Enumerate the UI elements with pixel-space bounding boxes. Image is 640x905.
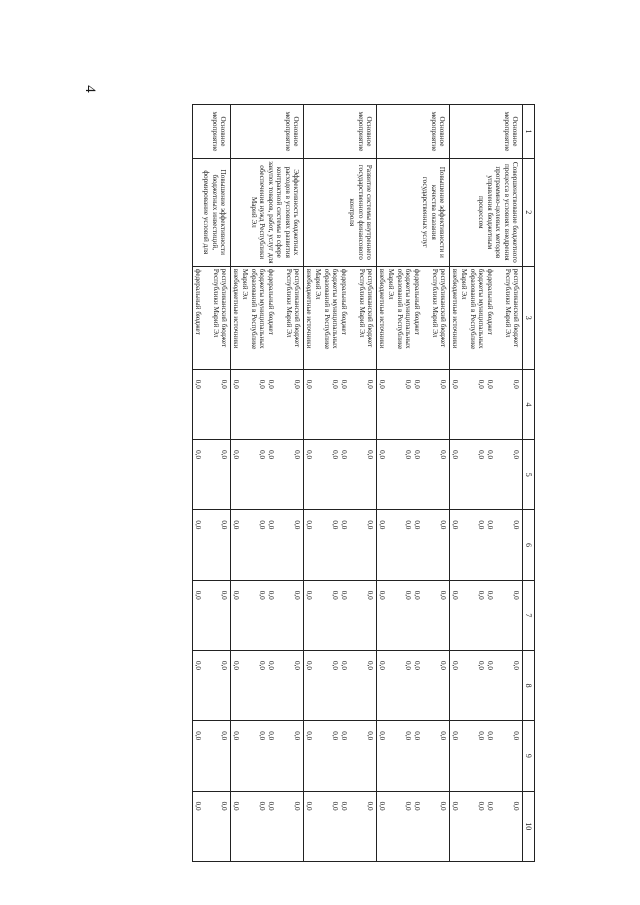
value-cell: 0,0 bbox=[366, 520, 374, 530]
value-cell: 0,0 bbox=[439, 520, 447, 530]
value-cell: 0,0 bbox=[378, 450, 386, 460]
value-cell: 0,0 bbox=[404, 379, 412, 389]
value-cell: 0,0 bbox=[220, 520, 228, 530]
funding-table bbox=[192, 104, 535, 862]
value-cell: 0,0 bbox=[267, 520, 275, 530]
funding-source-label: республиканский бюджет Республики Марий Эл bbox=[284, 268, 301, 348]
value-cell: 0,0 bbox=[194, 590, 202, 600]
value-cell: 0,0 bbox=[258, 731, 266, 741]
header-cell: 5 bbox=[523, 440, 535, 510]
value-cell: 0,0 bbox=[512, 801, 520, 811]
value-cell: 0,0 bbox=[232, 379, 240, 389]
value-cell: 0,0 bbox=[293, 660, 301, 670]
header-cell: 1 bbox=[523, 105, 535, 159]
value-cell: 0,0 bbox=[293, 379, 301, 389]
value-cell: 0,0 bbox=[512, 379, 520, 389]
value-cell: 0,0 bbox=[194, 520, 202, 530]
value-cell: 0,0 bbox=[232, 731, 240, 741]
value-cell: 0,0 bbox=[194, 660, 202, 670]
value-cell: 0,0 bbox=[439, 379, 447, 389]
value-cell: 0,0 bbox=[340, 520, 348, 530]
value-cell: 0,0 bbox=[293, 590, 301, 600]
funding-source-label: федеральный бюджет bbox=[194, 268, 202, 335]
header-cell: 2 bbox=[523, 158, 535, 266]
value-column-10 bbox=[450, 791, 523, 861]
value-cell: 0,0 bbox=[486, 801, 494, 811]
value-column-10 bbox=[304, 791, 377, 861]
value-cell: 0,0 bbox=[451, 731, 459, 741]
value-column-8 bbox=[377, 650, 450, 720]
value-cell: 0,0 bbox=[486, 660, 494, 670]
value-cell: 0,0 bbox=[451, 590, 459, 600]
value-cell: 0,0 bbox=[305, 801, 313, 811]
funding-source-label: федеральный бюджет bbox=[413, 268, 421, 335]
value-cell: 0,0 bbox=[340, 379, 348, 389]
value-cell: 0,0 bbox=[267, 590, 275, 600]
value-cell: 0,0 bbox=[305, 520, 313, 530]
value-cell: 0,0 bbox=[366, 450, 374, 460]
value-cell: 0,0 bbox=[194, 379, 202, 389]
value-cell: 0,0 bbox=[293, 801, 301, 811]
funding-sources bbox=[231, 266, 304, 369]
value-column-8 bbox=[193, 650, 231, 720]
value-cell: 0,0 bbox=[486, 731, 494, 741]
value-cell: 0,0 bbox=[258, 450, 266, 460]
funding-source-label: республиканский бюджет Республики Марий Эл bbox=[211, 268, 228, 348]
value-cell: 0,0 bbox=[477, 450, 485, 460]
value-cell: 0,0 bbox=[305, 731, 313, 741]
value-cell: 0,0 bbox=[451, 801, 459, 811]
value-column-5 bbox=[304, 440, 377, 510]
value-cell: 0,0 bbox=[220, 801, 228, 811]
value-column-9 bbox=[193, 721, 231, 791]
value-cell: 0,0 bbox=[258, 801, 266, 811]
value-cell: 0,0 bbox=[340, 590, 348, 600]
value-cell: 0,0 bbox=[439, 660, 447, 670]
header-cell: 7 bbox=[523, 580, 535, 650]
value-column-7 bbox=[231, 580, 304, 650]
value-cell: 0,0 bbox=[486, 379, 494, 389]
value-cell: 0,0 bbox=[404, 520, 412, 530]
value-cell: 0,0 bbox=[331, 801, 339, 811]
funding-source-label: внебюджетные источники bbox=[451, 268, 459, 349]
value-cell: 0,0 bbox=[378, 520, 386, 530]
value-cell: 0,0 bbox=[232, 450, 240, 460]
header-cell: 10 bbox=[523, 791, 535, 861]
value-cell: 0,0 bbox=[512, 660, 520, 670]
funding-source-label: федеральный бюджет bbox=[486, 268, 494, 335]
value-cell: 0,0 bbox=[477, 379, 485, 389]
value-column-8 bbox=[304, 650, 377, 720]
value-column-4 bbox=[231, 369, 304, 439]
value-cell: 0,0 bbox=[232, 801, 240, 811]
table-row bbox=[193, 105, 231, 862]
value-cell: 0,0 bbox=[267, 450, 275, 460]
value-column-7 bbox=[193, 580, 231, 650]
value-cell: 0,0 bbox=[512, 520, 520, 530]
value-cell: 0,0 bbox=[413, 450, 421, 460]
value-cell: 0,0 bbox=[331, 731, 339, 741]
value-cell: 0,0 bbox=[404, 450, 412, 460]
value-cell: 0,0 bbox=[194, 731, 202, 741]
header-cell: 8 bbox=[523, 650, 535, 720]
value-cell: 0,0 bbox=[293, 520, 301, 530]
value-cell: 0,0 bbox=[305, 660, 313, 670]
value-cell: 0,0 bbox=[340, 731, 348, 741]
value-column-5 bbox=[450, 440, 523, 510]
activity-name: Повышение эффективности и качества оказания государственных услуг bbox=[377, 158, 450, 266]
value-cell: 0,0 bbox=[258, 590, 266, 600]
value-cell: 0,0 bbox=[305, 590, 313, 600]
activity-name: Повышение эффективности бюджетных инвестиций, формирование условий для bbox=[193, 158, 231, 266]
value-column-10 bbox=[193, 791, 231, 861]
value-cell: 0,0 bbox=[413, 660, 421, 670]
value-cell: 0,0 bbox=[413, 520, 421, 530]
value-cell: 0,0 bbox=[220, 450, 228, 460]
value-column-5 bbox=[231, 440, 304, 510]
table-row bbox=[377, 105, 450, 862]
value-cell: 0,0 bbox=[232, 520, 240, 530]
funding-source-label: внебюджетные источники bbox=[305, 268, 313, 349]
value-cell: 0,0 bbox=[451, 660, 459, 670]
funding-source-label: федеральный бюджет bbox=[340, 268, 348, 335]
value-cell: 0,0 bbox=[331, 590, 339, 600]
value-cell: 0,0 bbox=[258, 660, 266, 670]
funding-source-label: федеральный бюджет bbox=[267, 268, 275, 335]
table-row bbox=[450, 105, 523, 862]
funding-sources bbox=[193, 266, 231, 369]
value-column-6 bbox=[377, 510, 450, 580]
value-cell: 0,0 bbox=[220, 660, 228, 670]
value-cell: 0,0 bbox=[220, 590, 228, 600]
value-cell: 0,0 bbox=[451, 520, 459, 530]
value-cell: 0,0 bbox=[232, 660, 240, 670]
funding-sources bbox=[450, 266, 523, 369]
value-cell: 0,0 bbox=[331, 660, 339, 670]
value-cell: 0,0 bbox=[413, 731, 421, 741]
value-cell: 0,0 bbox=[404, 801, 412, 811]
header-row bbox=[523, 105, 535, 862]
value-column-9 bbox=[231, 721, 304, 791]
value-cell: 0,0 bbox=[451, 379, 459, 389]
activity-type: Основное мероприятие bbox=[231, 105, 304, 159]
rotated-table-area bbox=[107, 104, 535, 862]
value-cell: 0,0 bbox=[305, 450, 313, 460]
value-cell: 0,0 bbox=[366, 731, 374, 741]
value-cell: 0,0 bbox=[366, 379, 374, 389]
value-cell: 0,0 bbox=[378, 590, 386, 600]
value-column-6 bbox=[193, 510, 231, 580]
value-cell: 0,0 bbox=[378, 660, 386, 670]
activity-type: Основное мероприятие bbox=[193, 105, 231, 159]
value-cell: 0,0 bbox=[413, 590, 421, 600]
value-cell: 0,0 bbox=[293, 450, 301, 460]
value-cell: 0,0 bbox=[477, 801, 485, 811]
value-column-7 bbox=[450, 580, 523, 650]
value-cell: 0,0 bbox=[305, 379, 313, 389]
header-cell: 6 bbox=[523, 510, 535, 580]
activity-type: Основное мероприятие bbox=[450, 105, 523, 159]
value-cell: 0,0 bbox=[267, 731, 275, 741]
value-column-8 bbox=[450, 650, 523, 720]
funding-source-label: бюджеты муниципальных образований в Республике Марий Эл bbox=[387, 268, 412, 350]
value-column-4 bbox=[377, 369, 450, 439]
funding-source-label: внебюджетные источники bbox=[232, 268, 240, 349]
value-cell: 0,0 bbox=[293, 731, 301, 741]
value-column-5 bbox=[377, 440, 450, 510]
value-cell: 0,0 bbox=[477, 660, 485, 670]
funding-sources bbox=[304, 266, 377, 369]
value-column-7 bbox=[377, 580, 450, 650]
value-cell: 0,0 bbox=[340, 801, 348, 811]
activity-name: Развитие системы внутреннего государственного финансового контроля bbox=[304, 158, 377, 266]
activity-name: Совершенствование бюджетного процесса в условиях внедрения программно-целевых методов управления бюджетным процессом bbox=[450, 158, 523, 266]
value-cell: 0,0 bbox=[331, 520, 339, 530]
header-cell: 4 bbox=[523, 369, 535, 439]
value-column-4 bbox=[304, 369, 377, 439]
funding-sources bbox=[377, 266, 450, 369]
funding-source-label: республиканский бюджет Республики Марий Эл bbox=[503, 268, 520, 348]
value-cell: 0,0 bbox=[366, 801, 374, 811]
table-row bbox=[231, 105, 304, 862]
value-cell: 0,0 bbox=[404, 660, 412, 670]
funding-source-label: внебюджетные источники bbox=[378, 268, 386, 349]
value-cell: 0,0 bbox=[378, 801, 386, 811]
value-cell: 0,0 bbox=[331, 450, 339, 460]
value-cell: 0,0 bbox=[194, 801, 202, 811]
activity-type: Основное мероприятие bbox=[304, 105, 377, 159]
value-column-9 bbox=[450, 721, 523, 791]
value-cell: 0,0 bbox=[477, 731, 485, 741]
value-cell: 0,0 bbox=[404, 590, 412, 600]
value-cell: 0,0 bbox=[331, 379, 339, 389]
value-cell: 0,0 bbox=[378, 731, 386, 741]
value-cell: 0,0 bbox=[439, 450, 447, 460]
funding-source-label: республиканский бюджет Республики Марий Эл bbox=[430, 268, 447, 348]
value-cell: 0,0 bbox=[486, 450, 494, 460]
value-cell: 0,0 bbox=[512, 731, 520, 741]
value-cell: 0,0 bbox=[512, 590, 520, 600]
value-column-9 bbox=[304, 721, 377, 791]
value-cell: 0,0 bbox=[258, 379, 266, 389]
funding-source-label: бюджеты муниципальных образований в Республике Марий Эл bbox=[241, 268, 266, 350]
activity-name: Эффективность бюджетных расходов в условиях развития контрактной системы в сфере закупок товаров, работ, услуг для обеспечения нужд Республики Марий Эл bbox=[231, 158, 304, 266]
value-column-4 bbox=[193, 369, 231, 439]
value-cell: 0,0 bbox=[220, 379, 228, 389]
value-column-6 bbox=[231, 510, 304, 580]
table-row bbox=[304, 105, 377, 862]
header-cell: 3 bbox=[523, 266, 535, 369]
value-column-7 bbox=[304, 580, 377, 650]
value-column-9 bbox=[377, 721, 450, 791]
value-cell: 0,0 bbox=[194, 450, 202, 460]
value-cell: 0,0 bbox=[486, 520, 494, 530]
value-column-10 bbox=[377, 791, 450, 861]
value-column-6 bbox=[450, 510, 523, 580]
value-cell: 0,0 bbox=[366, 660, 374, 670]
page-number: 4 bbox=[82, 85, 98, 93]
value-cell: 0,0 bbox=[340, 450, 348, 460]
value-cell: 0,0 bbox=[451, 450, 459, 460]
value-cell: 0,0 bbox=[258, 520, 266, 530]
value-cell: 0,0 bbox=[486, 590, 494, 600]
value-column-8 bbox=[231, 650, 304, 720]
value-column-6 bbox=[304, 510, 377, 580]
value-cell: 0,0 bbox=[477, 520, 485, 530]
value-cell: 0,0 bbox=[413, 379, 421, 389]
value-cell: 0,0 bbox=[439, 801, 447, 811]
funding-source-label: бюджеты муниципальных образований в Республике Марий Эл bbox=[460, 268, 485, 350]
funding-source-label: бюджеты муниципальных образований в Республике Марий Эл bbox=[314, 268, 339, 350]
value-column-4 bbox=[450, 369, 523, 439]
value-cell: 0,0 bbox=[340, 660, 348, 670]
value-column-10 bbox=[231, 791, 304, 861]
value-cell: 0,0 bbox=[267, 379, 275, 389]
header-cell: 9 bbox=[523, 721, 535, 791]
value-cell: 0,0 bbox=[512, 450, 520, 460]
value-cell: 0,0 bbox=[378, 379, 386, 389]
value-column-5 bbox=[193, 440, 231, 510]
value-cell: 0,0 bbox=[404, 731, 412, 741]
activity-type: Основное мероприятие bbox=[377, 105, 450, 159]
value-cell: 0,0 bbox=[366, 590, 374, 600]
value-cell: 0,0 bbox=[439, 590, 447, 600]
value-cell: 0,0 bbox=[267, 660, 275, 670]
value-cell: 0,0 bbox=[220, 731, 228, 741]
value-cell: 0,0 bbox=[477, 590, 485, 600]
value-cell: 0,0 bbox=[413, 801, 421, 811]
funding-source-label: республиканский бюджет Республики Марий Эл bbox=[357, 268, 374, 348]
value-cell: 0,0 bbox=[232, 590, 240, 600]
value-cell: 0,0 bbox=[267, 801, 275, 811]
value-cell: 0,0 bbox=[439, 731, 447, 741]
